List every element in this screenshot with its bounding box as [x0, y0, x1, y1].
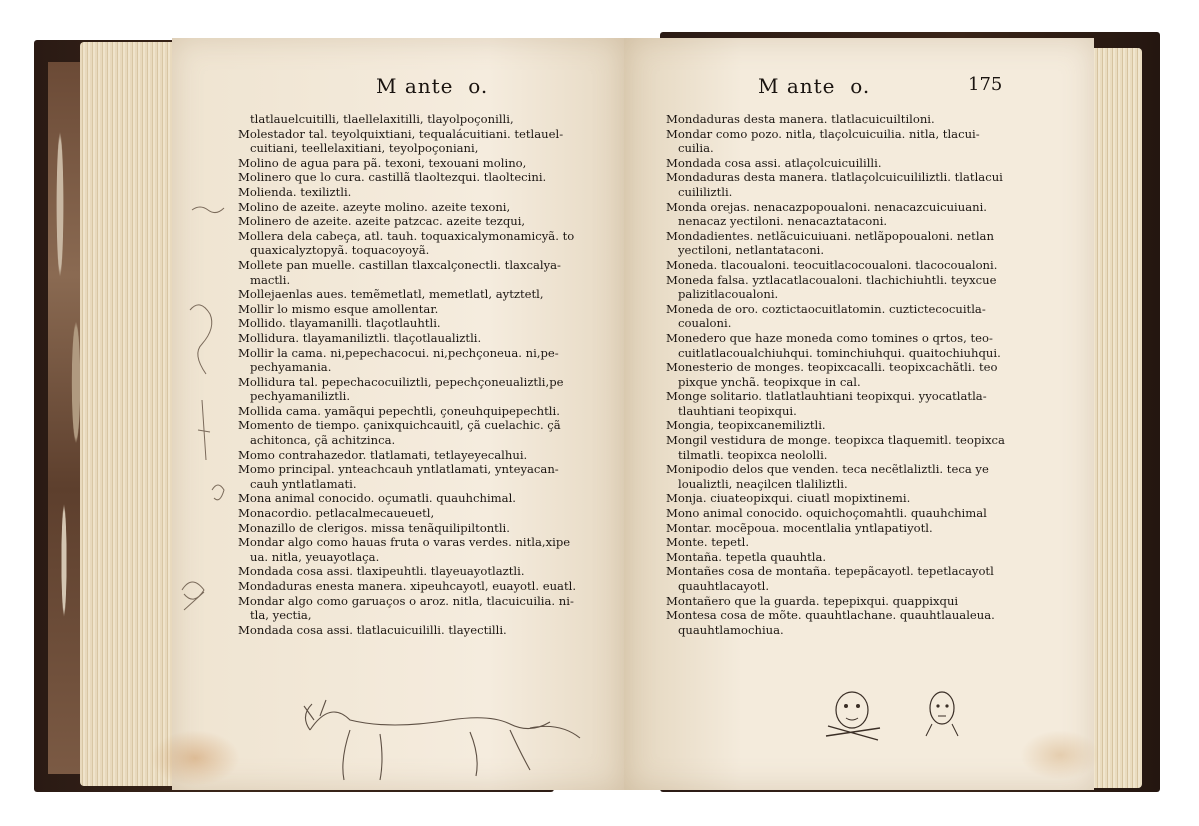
dictionary-line: Mongil vestidura de monge. teopixca tlaquemitl. teopixca [666, 433, 1005, 448]
dictionary-line: Momento de tiempo. çanixquichcauitl, çã cuelachic. çã [238, 418, 561, 433]
dictionary-line: tlauhtiani teopixqui. [678, 403, 797, 418]
dictionary-line: Monge solitario. tlatlatlauhtiani teopixqui. yyocatlatla- [666, 389, 987, 404]
dictionary-line: tlatlauelcuitilli, tlaellelaxitilli, tlayolpoçonilli, [250, 112, 514, 126]
dictionary-line: Montar. mocẽpoua. mocentlalia yntlapatiyotl. [666, 520, 933, 535]
dictionary-line: Mondar algo como garuaços o aroz. nitla, tlacuicuilia. ni- [238, 593, 574, 608]
dictionary-line: loualiztli, neaçilcen tlaliliztli. [678, 476, 848, 491]
dictionary-line: mactli. [250, 272, 291, 287]
dictionary-line: Mondaduras desta manera. tlatlacuicuiltiloni. [666, 112, 935, 126]
right-running-head: M ante o. [758, 74, 871, 98]
dictionary-line: Mollete pan muelle. castillan tlaxcalçonectli. tlaxcalya- [238, 257, 561, 272]
dictionary-line: Mondaduras enesta manera. xipeuhcayotl, euayotl. euatl. [238, 579, 577, 593]
dictionary-line: Mollera dela cabeça, atl. tauh. toquaxicalymonamicyã. to [238, 228, 575, 243]
left-page-edges [80, 42, 180, 786]
dictionary-line: Moneda falsa. yztlacatlacoualoni. tlachichiuhtli. teyxcue [666, 272, 997, 287]
dictionary-line: pechyamania. [250, 360, 332, 375]
dictionary-line: Monte. tepetl. [666, 535, 750, 550]
dictionary-line: Momo contrahazedor. tlatlamati, tetlayeyecalhui. [238, 447, 528, 462]
dictionary-line: cuililiztli. [678, 184, 733, 199]
skull-crossbones-sketch [820, 690, 980, 750]
dictionary-line: Mollidura. tlayamaniliztli. tlaçotlaualiztli. [238, 330, 482, 345]
dictionary-line: nenacaz yectiloni. nenacaztataconi. [678, 214, 888, 229]
dictionary-line: pechyamaniliztli. [250, 389, 351, 404]
dictionary-line: Molestador tal. teyolquixtiani, tequalácuitiani. tetlauel- [238, 126, 564, 141]
dictionary-line: Mollir lo mismo esque amollentar. [238, 301, 439, 316]
dictionary-line: yectiloni, netlantataconi. [678, 243, 825, 258]
dictionary-line: Momo principal. ynteachcauh yntlatlamati, ynteyacan- [238, 462, 559, 477]
dictionary-line: Monacordio. petlacalmecaueuetl, [238, 506, 435, 521]
dictionary-line: Mollidura tal. pepechacocuiliztli, pepechçoneualiztli,pe [238, 374, 564, 389]
dictionary-line: pixque ynchã. teopixque in cal. [678, 374, 861, 389]
dictionary-line: cauh yntlatlamati. [250, 476, 357, 491]
dictionary-line: Mondadientes. netlãcuicuiuani. netlãpopoualoni. netlan [666, 228, 994, 243]
dictionary-line: Moneda de oro. coztictaocuitlatomin. cuztictecocuitla- [666, 301, 986, 316]
dictionary-line: Montañero que la guarda. tepepixqui. quappixqui [666, 593, 959, 608]
dictionary-line: cuitiani, teellelaxitiani, teyolpoçoniani, [250, 141, 479, 156]
dictionary-line: ua. nitla, yeuayotlaça. [250, 549, 380, 564]
dictionary-line: Mollejaenlas aues. temẽmetlatl, memetlatl, aytztetl, [238, 287, 544, 302]
dictionary-line: coualoni. [678, 316, 732, 331]
left-entries [238, 112, 616, 637]
dictionary-line: Monja. ciuateopixqui. ciuatl mopixtinemi. [666, 491, 911, 506]
dictionary-line: quaxicalyztopyã. toquacoyoyã. [250, 243, 430, 258]
dictionary-line: Mona animal conocido. oçumatli. quauhchimal. [238, 491, 516, 506]
dictionary-line: Mondada cosa assi. tlatlacuicuililli. tlayectilli. [238, 622, 507, 637]
dictionary-line: Monedero que haze moneda como tomines o qrtos, teo- [666, 330, 993, 345]
dictionary-line: cuilia. [678, 141, 714, 156]
dictionary-line: Moneda. tlacoualoni. teocuitlacocoualoni. tlacocoualoni. [666, 257, 998, 272]
dictionary-line: Montesa cosa de mõte. quauhtlachane. quauhtlaualeua. [666, 608, 995, 623]
dictionary-line: Molienda. texiliztli. [238, 184, 352, 199]
dictionary-line: tilmatli. teopixca neololli. [678, 447, 828, 462]
dictionary-line: palizitlacoualoni. [678, 287, 779, 302]
dictionary-line: Monazillo de clerigos. missa tenãquilipiltontli. [238, 520, 510, 535]
dictionary-line: Mondada cosa assi. atlaçolcuicuililli. [666, 155, 882, 170]
marginal-doodles [172, 190, 242, 650]
dictionary-line: tla, yectia, [250, 608, 312, 623]
left-running-head: M ante o. [376, 74, 489, 98]
dictionary-line: Molinero que lo cura. castillã tlaoltezqui. tlaoltecini. [238, 170, 547, 185]
dictionary-line: Mongia, teopixcanemiliztli. [666, 418, 826, 433]
dictionary-line: Monda orejas. nenacazpopoualoni. nenacazcuicuiuani. [666, 199, 987, 214]
dictionary-line: quauhtlacayotl. [678, 579, 770, 593]
dictionary-line: Molino de azeite. azeyte molino. azeite texoni, [238, 199, 511, 214]
dictionary-line: Mollido. tlayamanilli. tlaçotlauhtli. [238, 316, 441, 331]
animal-sketch [290, 700, 590, 790]
dictionary-line: Molinero de azeite. azeite patzcac. azeite tezqui, [238, 214, 526, 229]
dictionary-line: cuitlatlacoualchiuhqui. tominchiuhqui. quaitochiuhqui. [678, 345, 1001, 360]
dictionary-line: Mono animal conocido. oquichoçomahtli. quauhchimal [666, 506, 987, 521]
dictionary-line: Monipodio delos que venden. teca necẽtlaliztli. teca ye [666, 462, 989, 477]
dictionary-line: Montañes cosa de montaña. tepepãcayotl. tepetlacayotl [666, 564, 994, 579]
page-number: 175 [968, 74, 1003, 95]
dictionary-line: Mondar como pozo. nitla, tlaçolcuicuilia. nitla, tlacui- [666, 126, 980, 141]
page-stain [150, 730, 240, 786]
dictionary-line: Monesterio de monges. teopixcacalli. teopixcachãtli. teo [666, 360, 998, 375]
dictionary-line: Mondada cosa assi. tlaxipeuhtli. tlayeuayotlaztli. [238, 564, 525, 579]
dictionary-line: Mollida cama. yamãqui pepechtli, çoneuhquipepechtli. [238, 403, 560, 418]
dictionary-line: Mondaduras desta manera. tlatlaçolcuicuililiztli. tlatlacui [666, 170, 1003, 185]
dictionary-line: Mollir la cama. ni,pepechacocui. ni,pechçoneua. ni,pe- [238, 345, 559, 360]
dictionary-line: quauhtlamochiua. [678, 622, 784, 637]
dictionary-line: achitonca, çã achitzinca. [250, 433, 396, 448]
right-entries [666, 112, 1066, 637]
dictionary-line: Mondar algo como hauas fruta o varas verdes. nitla,xipe [238, 535, 571, 550]
page-stain [1020, 730, 1100, 780]
dictionary-line: Montaña. tepetla quauhtla. [666, 549, 827, 564]
dictionary-line: Molino de agua para pã. texoni, texouani molino, [238, 155, 527, 170]
